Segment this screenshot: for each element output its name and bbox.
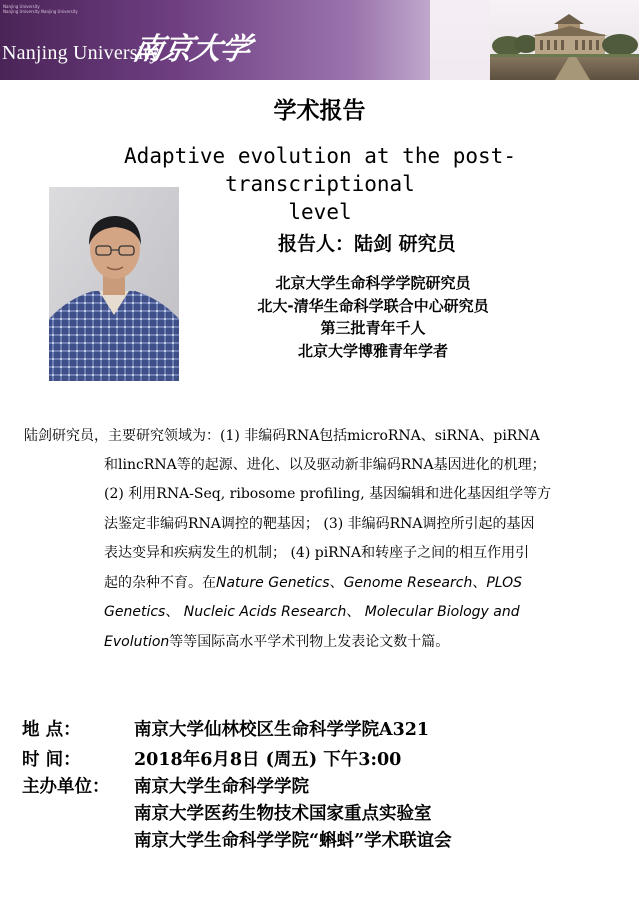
talk-title-line-2: level: [288, 200, 352, 224]
bio-line: 表达变异和疾病发生的机制； (4) piRNA和转座子之间的相互作用引: [104, 545, 530, 561]
host-value: 南京大学生命科学学院: [134, 777, 309, 797]
bio-line: 陆剑研究员，主要研究领域为：(1) 非编码RNA包括microRNA、siRNA、piRNA: [24, 428, 540, 444]
time-value: 2018年6月8日 (周五) 下午3:00: [134, 750, 402, 770]
bio-line: (2) 利用RNA-Seq, ribosome profiling, 基因编辑和进化基因组学等方: [104, 486, 552, 502]
affiliation-line: 北京大学博雅青年学者: [297, 341, 448, 360]
bio-line: Genetics、 Nucleic Acids Research、 Molecular Biology and: [104, 604, 520, 620]
bio-line: Evolution等等国际高水平学术刊物上发表论文数十篇。: [104, 634, 450, 650]
banner-fine-print: Nanjing University Nanjing University Nanjing University: [3, 4, 78, 14]
talk-title-line-1: Adaptive evolution at the post-transcriptional: [124, 144, 516, 196]
host-value: 南京大学生命科学学院“蝌蚪”学术联谊会: [134, 831, 452, 851]
bio-line: 法鉴定非编码RNA调控的靶基因； (3) 非编码RNA调控所引起的基因: [104, 516, 535, 532]
host-label: 主办单位：: [22, 777, 110, 797]
host-value: 南京大学医药生物技术国家重点实验室: [134, 804, 432, 824]
university-name-en: Nanjing University: [2, 42, 160, 64]
speaker-portrait: [49, 187, 179, 381]
university-calligraphy-logo: 南京大学: [129, 32, 253, 67]
speaker-name: 报告人：陆剑 研究员: [278, 233, 456, 255]
page-heading: 学术报告: [273, 98, 366, 124]
affiliation-line: 北京大学生命科学学院研究员: [275, 274, 471, 292]
bio-line: 起的杂种不育。在Nature Genetics、Genome Research、PLOS: [104, 575, 523, 591]
header-banner: [0, 0, 639, 80]
time-label: 时 间：: [22, 750, 81, 770]
speaker-affiliations: [188, 272, 558, 362]
location-label: 地 点：: [22, 720, 81, 740]
campus-photo: [430, 0, 639, 80]
location-value: 南京大学仙林校区生命科学学院A321: [134, 720, 430, 740]
bio-line: 和lincRNA等的起源、进化、以及驱动新非编码RNA基因进化的机理；: [104, 457, 546, 473]
affiliation-line: 第三批青年千人: [320, 319, 426, 337]
affiliation-line: 北大-清华生命科学联合中心研究员: [257, 296, 489, 315]
